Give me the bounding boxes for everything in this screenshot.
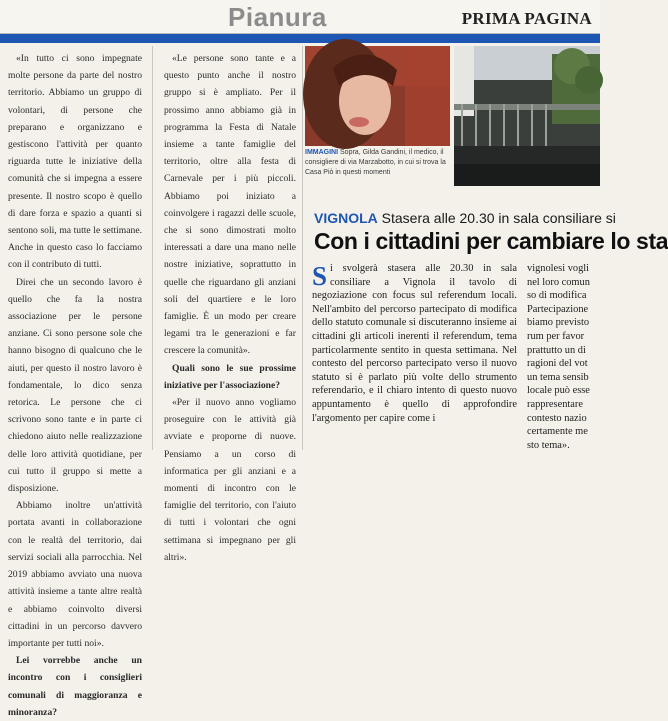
article-line: contesto nazio: [527, 412, 587, 424]
article-kicker: VIGNOLA: [314, 210, 378, 226]
article-line: sto tema».: [527, 439, 570, 451]
portrait-image: [305, 46, 450, 146]
article-line: Partecipazione: [527, 303, 589, 315]
left-paragraph: «In tutto ci sono impegnate molte persone da parte del nostro territorio. Abbiamo un gruppo di volontari, di persone che preparano e organizzano e gestiscono l'attività per quanto riguarda tutte le iniziative della comunità che si impegna a essere presente. Il nostro scopo è quello di dare forza e spazio a quanti si sentono soli, ma tutte le settimane. Anche in questo caso lo facciamo con il contributo di tutti.: [8, 53, 142, 271]
article-body-column-1: [312, 262, 517, 450]
article-line: ragioni del vot: [527, 358, 588, 370]
article-subhead: Stasera alle 20.30 in sala consiliare si: [381, 210, 616, 226]
section-title: Pianura: [228, 2, 327, 32]
middle-question: Quali sono le sue prossime iniziative per l'associazione?: [164, 362, 296, 391]
portrait-photo: [305, 46, 450, 146]
left-question: Lei vorrebbe anche un incontro con i consiglieri comunali di maggioranza e minoranza?: [8, 655, 142, 718]
street-image: [454, 46, 600, 186]
street-photo: [454, 46, 600, 186]
article-headline: Con i cittadini per cambiare lo sta: [314, 228, 668, 254]
caption-label: IMMAGINI: [305, 149, 339, 156]
header-blue-band: [0, 34, 600, 43]
article-line: biamo previsto: [527, 317, 590, 329]
middle-column: [158, 46, 298, 563]
photo-caption: [305, 148, 450, 178]
drop-cap: S: [312, 261, 328, 291]
article-line: certamente me: [527, 426, 588, 438]
caption-text: Sopra, Gilda Gandini, il medico, il consigliere di via Marzabotto, in cui si trova la Casa Piò in questi momenti: [305, 149, 446, 176]
page-header: [0, 0, 600, 34]
article-line: nel loro comun: [527, 276, 590, 288]
article-line: rappresentare: [527, 398, 583, 410]
column-rule: [302, 46, 303, 450]
left-column: [0, 46, 148, 718]
middle-paragraph: «Per il nuovo anno vogliamo proseguire con le attività già avviate e proporne di nuove. Pensiamo a un corso di informatica per gli anziani e a momenti di incontro con le famiglie del territorio, con l'aiuto di tutti i volontari che ogni settimana si impegnano per gli altri».: [164, 397, 296, 563]
article-line: rum per favor: [527, 330, 585, 342]
article-line: un tema sensib: [527, 371, 589, 383]
article-line: so di modifica: [527, 290, 587, 302]
left-paragraph: Direi che un secondo lavoro è quello che fa la nostra associazione per le persone anziane. Ci sono persone sole che hanno bisogno di qualcuno che le aiuti, per questo il nostro lavoro è fondamentale, lo dico senza retorica. Le persone che ci scrivono sono tante e in parte ci chiedono aiuto nelle realizzazione delle loro attività quotidiane, per cui tutto il gruppo si mette a disposizione.: [8, 276, 142, 495]
middle-paragraph: «Le persone sono tante e a questo punto anche il nostro gruppo si è ampliato. Per il prossimo anno abbiamo già in programma la Festa di Natale insieme a tante famiglie del territorio, oltre alla festa di Carnevale per i più piccoli. Abbiamo poi iniziato a coinvolgere i ragazzi delle scuole, che si sono dimostrati molto interessati a dare una mano nelle nostre iniziative, soprattutto in quelle che riguardano gli anziani soli del quartiere e le loro famiglie. È un modo per creare legami tra le generazioni e far crescere la comunità».: [164, 53, 296, 357]
article-line: vignolesi vogli: [527, 263, 590, 274]
article-line: prattutto un di: [527, 344, 586, 356]
article-body-column-2: [527, 262, 600, 450]
article-kicker-line: [314, 210, 616, 226]
article-line: locale può esse: [527, 385, 590, 397]
column-rule: [152, 46, 153, 450]
article-body-text: i svolgerà stasera alle 20.30 in sala consiliare a Vignola il tavolo di negoziazione con focus sul referendum locali. Nell'ambito del percorso partecipato di modifica dello statuto comunale si discuteranno insieme ai cittadini gli articoli inerenti il referendum, tema particolarmente sentito in questa settimana. Nel contesto del percorso partecipato verso il nuovo statuto si è parlato più volte dello strumento referendario, e il chiaro intento di questo nuovo appuntamento è quello di approfondire l'argomento per capire come i: [312, 263, 517, 424]
left-paragraph: Abbiamo inoltre un'attività portata avanti in collaborazione con le realtà del territorio, dai servizi sociali alla parrocchia. Nel 2019 abbiamo avviato una nuova attività insieme a tante altre realtà e abbiamo coinvolto diversi cittadini in un percorso davvero importante per tutti noi».: [8, 500, 142, 649]
page-label: PRIMA PAGINA: [461, 9, 592, 28]
